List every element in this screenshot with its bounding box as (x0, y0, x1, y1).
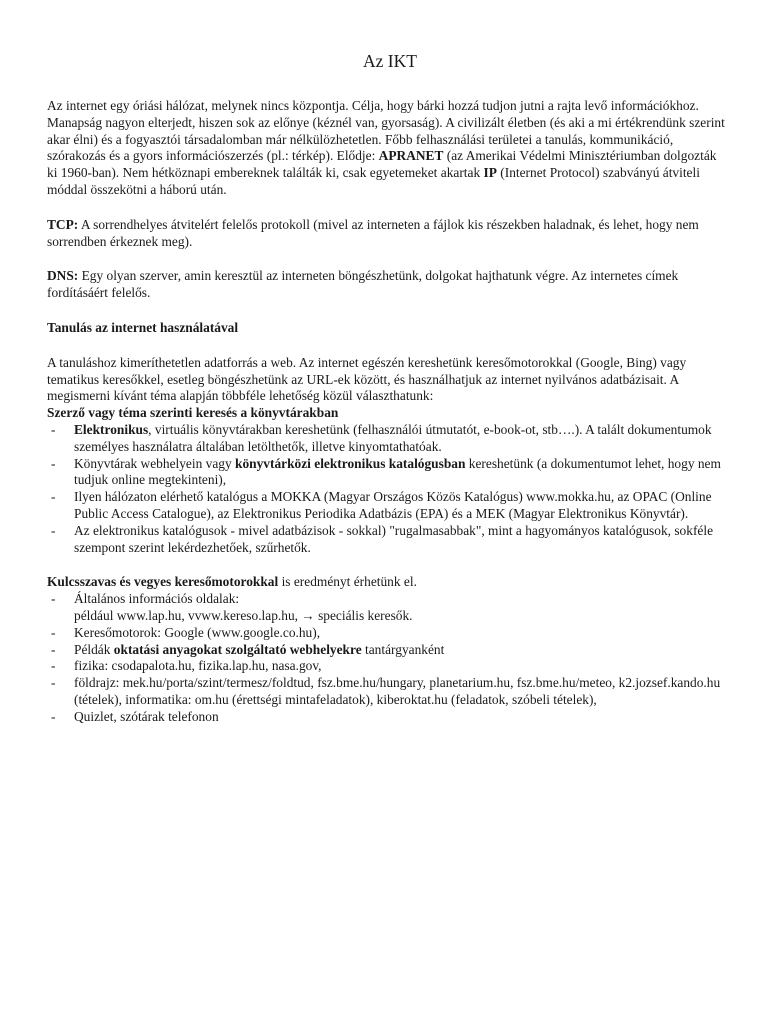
learning-paragraph: A tanuláshoz kimeríthetetlen adatforrás a web. Az internet egészén kereshetünk keresőmotorokkal (Google, Bing) vagy tematikus keresőkkel, esetleg böngészhetünk az URL-ek között, és használhatjuk az internet nyilvános adatbázisait. A megismerni kívánt téma alapján többféle lehetőség közül választhatunk: (47, 354, 687, 404)
list-item (47, 675, 727, 709)
list-item (47, 591, 727, 625)
list-item-text: fizika: csodapalota.hu, fizika.lap.hu, nasa.gov, (74, 658, 322, 674)
keyword-search-paragraph (47, 574, 727, 591)
education-sites-term: oktatási anyagokat szolgáltató webhelyekre (113, 641, 362, 657)
list-item-text: Az elektronikus katalógusok - mivel adatbázisok - sokkal) "rugalmasabbak", mint a hagyományos katalógusok, sokféle szempont szerint lekérdezhetőek, szűrhetők. (74, 522, 714, 555)
list-item (47, 709, 727, 726)
keyword-search-text: is eredményt érhetünk el. (278, 574, 417, 590)
list-item (47, 523, 727, 557)
tcp-paragraph (47, 217, 727, 251)
list-item (47, 625, 727, 642)
intro-paragraph (47, 98, 727, 199)
dns-text: Egy olyan szerver, amin keresztül az interneten böngészhetünk, dolgokat hajthatunk végre. Az internetes címek fordításáért felelős. (47, 268, 679, 301)
ip-term: IP (483, 165, 497, 181)
keyword-search-list (47, 591, 727, 725)
intro-text-1: Az internet egy óriási hálózat, melynek nincs központja. Célja, hogy bárki hozzá tudjon jutni a rajta levő információkhoz. Manapság nagyon elterjedt, hiszen sok az előnye (kéznél van, gyorsaság). A civilizált életben (és aki a mi értékrendünk szerint akar élni) és a fogyasztói társadalomban már nélkülözhetetlen. Főbb felhasználási területei a tanulás, kommunikáció, szórakozás és a gyors információszerzés (pl.: térkép). Elődje: (47, 98, 725, 164)
learning-heading-text: Tanulás az internet használatával (47, 319, 239, 335)
list-item-text: Quizlet, szótárak telefonon (74, 708, 219, 724)
dns-paragraph (47, 268, 727, 302)
document-page (47, 50, 727, 726)
list-item (47, 456, 727, 490)
list-item (47, 642, 727, 659)
library-search-list (47, 422, 727, 556)
intro-text-2: (az Amerikai Védelmi Minisztériumban dolgozták ki 1960-ban). Nem hétköznapi embereknek találták ki, csak egyetemeket akartak (47, 148, 717, 181)
tcp-text: A sorrendhelyes átvitelért felelős protokoll (mivel az interneten a fájlok kis részekben haladnak, és lehet, hogy nem sorrendben érkeznek meg). (47, 216, 699, 249)
list-item-text: , virtuális könyvtárakban kereshetünk (felhasználói útmutatót, e-book-ot, stb….). A talált dokumentumok személyes használatra általában letölthetők, illetve kinyomtathatóak. (74, 421, 712, 454)
list-item-text: Ilyen hálózaton elérhető katalógus a MOKKA (Magyar Országos Közös Katalógus) www.mokka.hu, az OPAC (Online Public Access Catalogue), az Elektronikus Periodika Adatbázis (EPA) és a MEK (Magyar Elektronikus Könyvtár). (74, 489, 712, 521)
list-item (47, 658, 727, 675)
list-item-text: például www.lap.hu, vvww.kereso.lap.hu, → speciális keresők. (74, 607, 413, 623)
list-item-text: Könyvtárak webhelyein vagy (74, 455, 236, 471)
list-item-text: Példák (74, 641, 114, 657)
list-item-text: kereshetünk (a dokumentumot lehet, hogy nem tudjuk online megtekinteni), (74, 455, 721, 488)
electronic-term: Elektronikus (74, 421, 149, 437)
list-item-text: tantárgyanként (361, 641, 445, 657)
tcp-label: TCP: (47, 216, 79, 232)
library-search-heading-text: Szerző vagy téma szerinti keresés a könyvtárakban (47, 405, 339, 421)
learning-heading (47, 320, 727, 337)
list-item (47, 422, 727, 456)
list-item-text: - Általános információs oldalak: (74, 591, 240, 607)
keyword-search-term: Kulcsszavas és vegyes keresőmotorokkal (47, 574, 279, 590)
apranet-term: APRANET (378, 148, 444, 164)
catalog-term: könyvtárközi elektronikus katalógusban (235, 455, 466, 471)
list-item-text: Keresőmotorok: Google (www.google.co.hu), (74, 624, 321, 640)
page-title: Az IKT (363, 51, 417, 71)
dns-label: DNS: (47, 268, 79, 284)
intro-text-3: (Internet Protocol) szabványú átviteli móddal összekötni a háború után. (47, 165, 700, 197)
library-search-heading (47, 405, 727, 422)
list-item (47, 489, 727, 523)
list-item-text: földrajz: mek.hu/porta/szint/termesz/foldtud, fsz.bme.hu/hungary, planetarium.hu, fsz.bme.hu/meteo, k2.jozsef.kando.hu (tételek), informatika: om.hu (érettségi mintafeladatok), kiberoktat.hu (feladatok, szóbeli tételek), (74, 675, 721, 707)
